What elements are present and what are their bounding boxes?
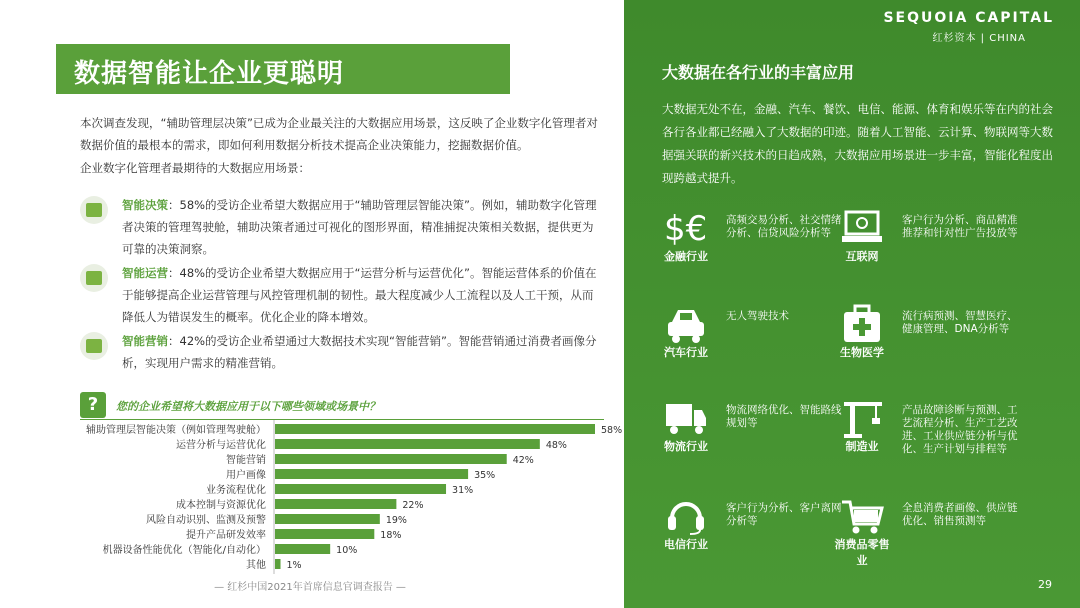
intro-paragraph: 本次调查发现，“辅助管理层决策”已成为企业最关注的大数据应用场景，这反映了企业数字化管理者对数据价值的最根本的需求，即如何利用数据分析技术提高企业决策能力，挖掘数据价值。 [80,116,598,152]
industry-label: 电信行业 [664,538,708,551]
category-label: 业务流程优化 [206,485,266,496]
value-label: 42% [512,455,534,466]
industry-finance [654,204,854,288]
industry-label: 制造业 [845,440,879,453]
industry-manufacturing [830,394,1030,478]
logo-sub: 红杉资本 | CHINA [932,33,1026,44]
category-label: 其他 [246,560,266,571]
value-label: 31% [452,485,474,496]
currency-icon [664,208,708,248]
page-title: 数据智能让企业更聪明 [74,59,345,89]
survey-question: 您的企业希望将大数据应用于以下哪些领域或场景中？ [116,400,380,413]
scenario-label: 智能决策 [122,198,168,212]
category-label: 成本控制与资源优化 [176,500,266,511]
industry-desc: 全息消费者画像、供应链优化、销售预测等 [902,502,1018,527]
industry-desc: 流行病预测、智慧医疗、健康管理、DNA分析等 [902,310,1018,335]
right-title: 大数据在各行业的丰富应用 [662,63,855,82]
question-icon: ? [80,392,106,418]
category-label: 机器设备性能优化（智能化/自动化） [102,545,266,556]
category-label: 智能营销 [226,455,266,466]
category-label: 用户画像 [226,470,266,481]
value-label: 18% [380,530,402,541]
category-label: 辅助管理层智能决策（例如管理驾驶舱） [86,425,266,436]
operation-icon [80,264,108,292]
right-panel [624,0,1080,608]
bar [275,454,507,464]
scenario-label: 智能营销 [122,334,168,348]
value-label: 19% [385,515,407,526]
bar-chart [0,418,624,578]
industry-desc: 高频交易分析、社交情绪分析、信贷风险分析等 [726,214,842,239]
logo-sequoia: SEQUOIA CAPITAL [883,10,1054,26]
truck-icon [664,398,708,438]
industry-biomedical [830,300,1030,384]
svg-text:$€: $€ [664,209,708,248]
industry-label: 消费品零售业 [834,538,890,567]
marketing-icon [80,332,108,360]
industry-label: 汽车行业 [664,346,708,359]
bar [275,469,468,479]
bar [275,499,396,509]
medical-kit-icon [840,304,884,344]
industry-desc: 客户行为分析、客户离网分析等 [726,502,842,527]
headset-icon [664,496,708,536]
crane-icon [840,398,884,438]
industry-label: 互联网 [845,250,879,263]
industry-label: 生物医学 [840,346,884,359]
scenario-subtitle: 企业数字化管理者最期待的大数据应用场景： [80,161,310,175]
industry-auto [654,300,854,384]
category-label: 运营分析与运营优化 [176,440,266,451]
bar [275,439,540,449]
value-label: 58% [601,425,623,436]
category-label: 提升产品研发效率 [186,530,266,541]
bar [275,529,374,539]
industry-telecom [654,492,854,576]
page-number: 29 [1038,578,1052,591]
scenario-label: 智能运营 [122,266,168,280]
right-paragraph: 大数据无处不在，金融、汽车、餐饮、电信、能源、体育和娱乐等在内的社会各行各业都已经融入了大数据的印迹。随着人工智能、云计算、物联网等大数据强关联的新兴技术的日趋成熟，大数据应用场景进一步丰富，智能化程度出现跨越式提升。 [662,102,1053,185]
scenario-text: ：42%的受访企业希望通过大数据技术实现“智能营销”。智能营销通过消费者画像分析，实现用户需求的精准营销。 [122,334,597,370]
value-label: 10% [336,545,358,556]
industry-label: 物流行业 [664,440,708,453]
decision-icon [80,196,108,224]
bar [275,514,380,524]
scenario-text: ：58%的受访企业希望大数据应用于“辅助管理层智能决策”。例如，辅助数字化管理者决策的管理驾驶舱，辅助决策者通过可视化的图形界面，精准捕捉决策相关数据，提供更为可靠的决策洞察。 [122,198,597,256]
industry-desc: 物流网络优化、智能路线规划等 [726,404,842,429]
value-label: 35% [474,470,496,481]
footer: — 红杉中国2021年首席信息官调查报告 — [214,582,406,593]
scenario-text: ：48%的受访企业希望大数据应用于“运营分析与运营优化”。智能运营体系的价值在于能够提高企业运营管理与风控管理机制的韧性。最大程度减少人工流程以及人工干预，从而降低人为错误发生的概率。优化企业的降本增效。 [122,266,597,324]
value-label: 48% [545,440,567,451]
industry-label: 金融行业 [664,250,708,263]
bar [275,424,595,434]
industry-desc: 无人驾驶技术 [726,310,789,322]
industry-internet [830,204,1030,288]
bar [275,559,281,569]
value-label: 22% [402,500,424,511]
industry-desc: 产品故障诊断与预测、工艺流程分析、生产工艺改进、工业供应链分析与优化、生产计划与排程等 [902,404,1018,455]
value-label: 1% [286,560,302,571]
industry-logistics [654,394,854,478]
cart-icon [840,496,884,536]
car-icon [664,304,708,344]
industry-retail [830,492,1030,576]
title-bar [56,44,510,94]
category-label: 风险自动识别、监测及预警 [146,515,266,526]
industry-desc: 客户行为分析、商品精准推荐和针对性广告投放等 [902,214,1018,239]
bar [275,484,446,494]
laptop-icon [840,208,884,248]
bar [275,544,330,554]
